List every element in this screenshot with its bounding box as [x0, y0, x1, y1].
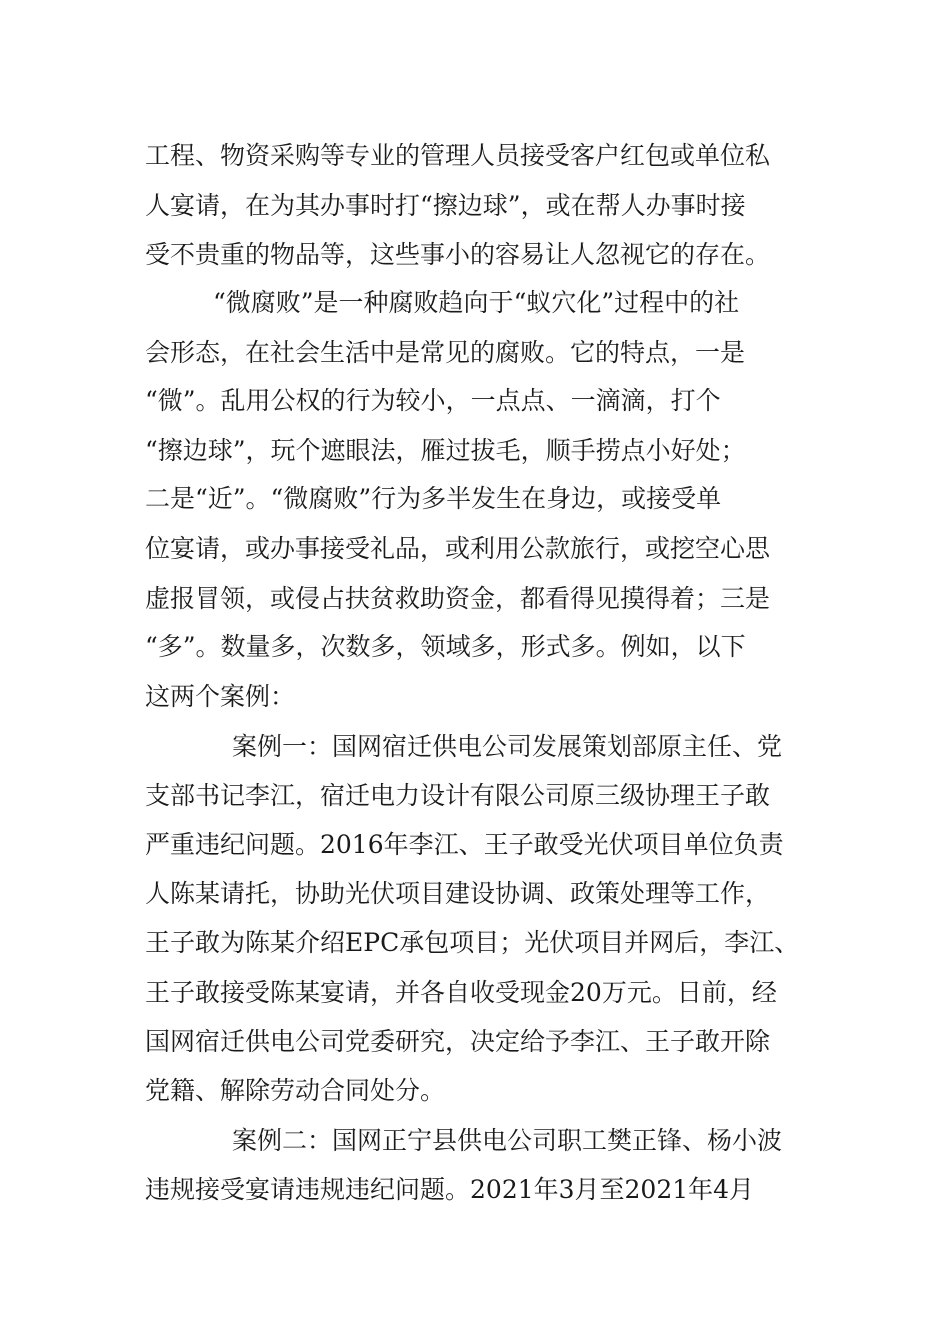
text-line: 位宴请，或办事接受礼品，或利用公款旅行，或挖空心思 [145, 534, 771, 563]
text-line: 国网宿迁供电公司党委研究，决定给予李江、王子敢开除 [145, 1027, 771, 1056]
text-line: 王子敢为陈某介绍EPC承包项目；光伏项目并网后，李江、 [145, 928, 800, 957]
text-line: 违规接受宴请违规违纪问题。2021年3月至2021年4月 [145, 1175, 755, 1204]
paragraph-first-line: “微腐败”是一种腐败趋向于“蚁穴化”过程中的社 [213, 288, 740, 317]
text-line: 支部书记李江，宿迁电力设计有限公司原三级协理王子敢 [145, 781, 771, 810]
text-line: “微”。乱用公权的行为较小，一点点、一滴滴，打个 [145, 386, 721, 415]
text-line: “擦边球”，玩个遮眼法，雁过拔毛，顺手捞点小好处； [145, 436, 746, 465]
paragraph-first-line: 案例一：国网宿迁供电公司发展策划部原主任、党 [232, 732, 783, 761]
text-line: 受不贵重的物品等，这些事小的容易让人忽视它的存在。 [145, 240, 771, 269]
text-line: 严重违纪问题。2016年李江、王子敢受光伏项目单位负责 [145, 830, 784, 859]
paragraph-first-line: 案例二：国网正宁县供电公司职工樊正锋、杨小波 [232, 1126, 783, 1155]
text-line: 工程、物资采购等专业的管理人员接受客户红包或单位私 [145, 141, 771, 170]
text-line: 人宴请，在为其办事时打“擦边球”，或在帮人办事时接 [145, 191, 746, 220]
text-line: 王子敢接受陈某宴请，并各自收受现金20万元。日前，经 [145, 978, 777, 1007]
text-line: 人陈某请托，协助光伏项目建设协调、政策处理等工作， [145, 879, 771, 908]
text-line: “多”。数量多，次数多，领域多，形式多。例如，以下 [145, 632, 746, 661]
text-line: 二是“近”。“微腐败”行为多半发生在身边，或接受单 [145, 484, 722, 513]
text-line: 虚报冒领，或侵占扶贫救助资金，都看得见摸得着；三是 [145, 584, 771, 613]
text-line: 会形态，在社会生活中是常见的腐败。它的特点，一是 [145, 338, 746, 367]
text-line: 党籍、解除劳动合同处分。 [145, 1076, 446, 1105]
text-line: 这两个案例： [145, 682, 296, 711]
